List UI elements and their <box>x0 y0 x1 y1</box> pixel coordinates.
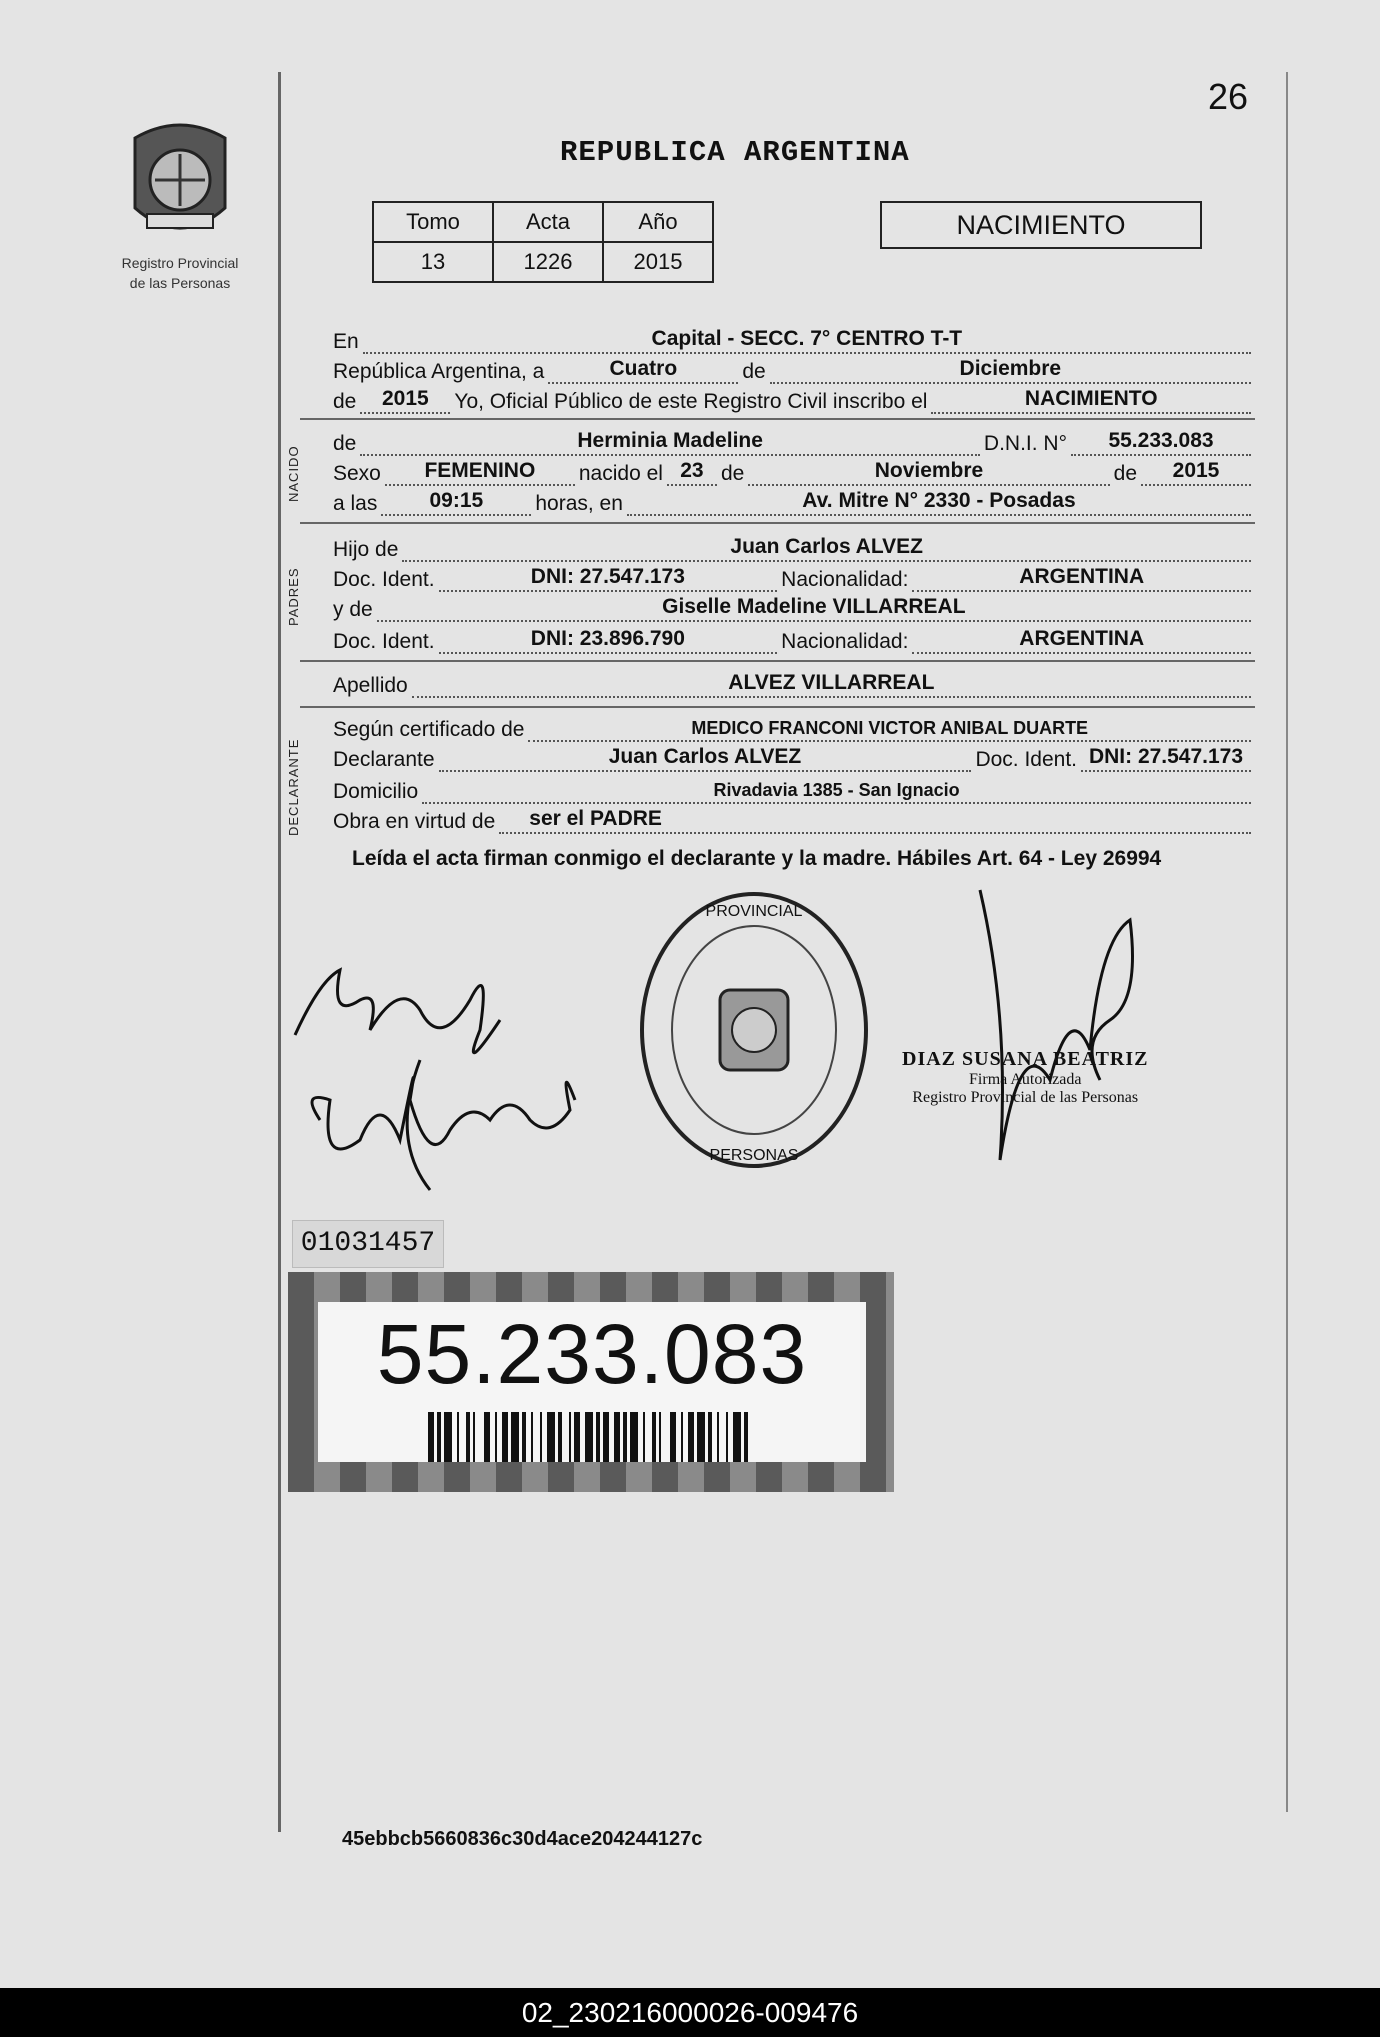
madre-field <box>377 595 1251 622</box>
row-sexo <box>333 460 1255 486</box>
sexo-field <box>385 459 575 486</box>
nac-mes-value: Noviembre <box>874 459 984 482</box>
official-signature-icon <box>960 880 1150 1170</box>
decl-doc-label: Doc. Ident. <box>975 748 1077 771</box>
barcode-bar <box>522 1412 526 1462</box>
anio-value: 2015 <box>382 387 429 410</box>
dni-value: 55.233.083 <box>1108 429 1214 452</box>
barcode-bar <box>659 1412 661 1462</box>
padre-nac-field <box>912 565 1251 592</box>
apellido-field <box>412 671 1251 698</box>
nombre-label: de <box>333 432 357 455</box>
barcode-bar <box>511 1412 519 1462</box>
document-type-box: NACIMIENTO <box>880 201 1202 249</box>
dni-number-large: 55.233.083 <box>376 1307 808 1401</box>
hora-value: 09:15 <box>429 489 484 512</box>
barcode-bar <box>466 1412 470 1462</box>
nac-de-label: de <box>720 462 745 485</box>
horas-en-label: horas, en <box>535 492 623 515</box>
row-madre <box>333 596 1255 622</box>
mes-field <box>770 357 1251 384</box>
dom-label: Domicilio <box>333 780 419 803</box>
section-padres-label: PADRES <box>286 567 301 626</box>
en-value: Capital - SECC. 7° CENTRO T-T <box>651 327 963 350</box>
padre-field <box>402 535 1251 562</box>
barcode-bar <box>585 1412 593 1462</box>
nac-anio-field <box>1141 459 1251 486</box>
padre-nac-label: Nacionalidad: <box>781 568 909 591</box>
right-margin-line <box>1286 72 1288 1812</box>
hora-label: a las <box>333 492 378 515</box>
nacido-label: nacido el <box>578 462 663 485</box>
row-padre <box>333 536 1255 562</box>
barcode-bar <box>733 1412 741 1462</box>
madre-doc-value: DNI: 23.896.790 <box>530 627 685 650</box>
declarant-signature-icon <box>290 940 590 1200</box>
barcode-bar <box>457 1412 459 1462</box>
left-margin-line <box>278 72 281 1832</box>
barcode-bar <box>574 1412 580 1462</box>
padre-doc-field <box>439 565 778 592</box>
cert-field <box>528 718 1251 742</box>
hijo-label: Hijo de <box>333 538 399 561</box>
padre-doc-value: DNI: 27.547.173 <box>530 565 685 588</box>
barcode-bar <box>643 1412 645 1462</box>
barcode-bar <box>681 1412 683 1462</box>
separator-2 <box>300 522 1255 524</box>
barcode-bar <box>502 1412 508 1462</box>
barcode-bar <box>697 1412 705 1462</box>
barcode-bar <box>428 1412 434 1462</box>
nac-de2-label: de <box>1113 462 1137 485</box>
dom-field <box>422 780 1251 804</box>
barcode-bar <box>540 1412 542 1462</box>
document-hash: 45ebbcb5660836c30d4ace204244127c <box>342 1828 703 1850</box>
madre-nac-label: Nacionalidad: <box>781 630 909 653</box>
nombre-value: Herminia Madeline <box>577 429 763 452</box>
lugar-value: Av. Mitre N° 2330 - Posadas <box>802 489 1076 512</box>
row-inscribo <box>333 388 1255 414</box>
legal-text: Leída el acta firman conmigo el declarante y la madre. Hábiles Art. 64 - Ley 26994 <box>352 847 1162 870</box>
barcode-bar <box>603 1412 609 1462</box>
obra-field <box>499 807 1251 834</box>
row-nombre <box>333 430 1255 456</box>
barcode-bar <box>630 1412 638 1462</box>
nac-dia-field <box>667 459 717 486</box>
row-apellido <box>333 672 1255 698</box>
barcode-bar <box>652 1412 656 1462</box>
obra-label: Obra en virtud de <box>333 810 496 833</box>
barcode-bar <box>726 1412 728 1462</box>
acta-header: Acta <box>493 202 603 242</box>
decl-field <box>439 745 972 772</box>
document-title: REPUBLICA ARGENTINA <box>560 136 910 169</box>
nombre-field <box>360 429 980 456</box>
decl-value: Juan Carlos ALVEZ <box>608 745 802 768</box>
row-padre-doc <box>333 566 1255 592</box>
barcode-bar <box>708 1412 712 1462</box>
provincial-seal-icon <box>125 118 235 246</box>
barcode-bar <box>623 1412 627 1462</box>
row-declarante <box>333 746 1255 772</box>
stamp-line2: Firma Autorizada <box>969 1071 1082 1088</box>
row-certificado <box>333 716 1255 742</box>
barcode-bar <box>596 1412 600 1462</box>
barcode-bar <box>547 1412 555 1462</box>
apellido-value: ALVEZ VILLARREAL <box>728 671 935 694</box>
padre-nac-value: ARGENTINA <box>1019 565 1145 588</box>
apellido-label: Apellido <box>333 674 408 697</box>
separator-1 <box>300 418 1255 420</box>
decl-doc-value: DNI: 27.547.173 <box>1088 745 1244 768</box>
official-stamp <box>902 1048 1148 1107</box>
de2-label: de <box>333 390 357 413</box>
page-number: 26 <box>1208 76 1249 117</box>
padre-value: Juan Carlos ALVEZ <box>730 535 923 558</box>
inscribo-value: NACIMIENTO <box>1024 387 1158 410</box>
separator-3 <box>300 660 1255 662</box>
sexo-value: FEMENINO <box>424 459 536 482</box>
row-en <box>333 328 1255 354</box>
barcode-bar <box>558 1412 562 1462</box>
decl-label: Declarante <box>333 748 435 771</box>
svg-text:PROVINCIAL: PROVINCIAL <box>705 903 803 920</box>
madre-nac-value: ARGENTINA <box>1019 627 1145 650</box>
anio-field <box>360 387 450 414</box>
sexo-label: Sexo <box>333 462 381 485</box>
registry-table <box>372 201 714 283</box>
logo-caption-1: Registro Provincial <box>121 255 239 271</box>
madre-value: Giselle Madeline VILLARREAL <box>662 595 966 618</box>
anio-value: 2015 <box>603 242 713 282</box>
svg-text:PERSONAS: PERSONAS <box>709 1147 799 1164</box>
barcode-bar <box>670 1412 676 1462</box>
yde-label: y de <box>333 598 373 621</box>
madre-doc-field <box>439 627 778 654</box>
cert-value: MEDICO FRANCONI VICTOR ANIBAL DUARTE <box>691 718 1089 738</box>
nac-mes-field <box>748 459 1109 486</box>
republica-label: República Argentina, a <box>333 360 545 383</box>
mes-value: Diciembre <box>959 357 1062 380</box>
tomo-value: 13 <box>373 242 493 282</box>
separator-4 <box>300 706 1255 708</box>
row-madre-doc <box>333 628 1255 654</box>
stamp-name: DIAZ SUSANA BEATRIZ <box>902 1048 1149 1070</box>
cert-label: Según certificado de <box>333 718 525 741</box>
stamp-line3: Registro Provincial de las Personas <box>912 1089 1139 1106</box>
barcode-bar <box>437 1412 441 1462</box>
tomo-header: Tomo <box>373 202 493 242</box>
en-field <box>363 327 1251 354</box>
nac-dia-value: 23 <box>680 459 704 482</box>
dni-label: D.N.I. N° <box>983 432 1067 455</box>
barcode-bar <box>495 1412 497 1462</box>
obra-value: ser el PADRE <box>529 807 662 830</box>
padre-doc-label: Doc. Ident. <box>333 568 435 591</box>
row-domicilio <box>333 778 1255 804</box>
barcode-bar <box>744 1412 748 1462</box>
footer-id: 02_230216000026-009476 <box>0 1988 1380 2037</box>
acta-value: 1226 <box>493 242 603 282</box>
inscribo-field <box>931 387 1251 414</box>
official-seal-icon <box>636 880 876 1180</box>
barcode-bar <box>717 1412 719 1462</box>
dni-label-panel <box>318 1302 866 1462</box>
nac-anio-value: 2015 <box>1172 459 1220 482</box>
serial-number: 01031457 <box>292 1220 444 1268</box>
dia-field <box>548 357 738 384</box>
dni-field <box>1071 429 1251 456</box>
hora-field <box>381 489 531 516</box>
decl-doc-field <box>1081 745 1251 772</box>
barcode-bar <box>614 1412 620 1462</box>
dia-value: Cuatro <box>609 357 678 380</box>
inscribo-label: Yo, Oficial Público de este Registro Civil inscribo el <box>454 390 928 413</box>
barcode-bar <box>444 1412 452 1462</box>
barcode-icon <box>426 1412 756 1462</box>
barcode-bar <box>484 1412 490 1462</box>
madre-doc-label: Doc. Ident. <box>333 630 435 653</box>
barcode-bar <box>531 1412 533 1462</box>
section-declarante-label: DECLARANTE <box>286 738 301 836</box>
row-hora <box>333 490 1255 516</box>
de-label: de <box>742 360 766 383</box>
logo-caption-2: de las Personas <box>129 275 231 291</box>
row-fecha <box>333 358 1255 384</box>
barcode-bar <box>688 1412 694 1462</box>
section-nacido-label: NACIDO <box>286 445 301 502</box>
en-label: En <box>333 330 359 353</box>
registry-logo <box>108 118 252 291</box>
row-obra <box>333 808 1255 834</box>
anio-header: Año <box>603 202 713 242</box>
barcode-bar <box>473 1412 475 1462</box>
dni-sticker <box>288 1272 894 1492</box>
dom-value: Rivadavia 1385 - San Ignacio <box>713 780 960 800</box>
lugar-field <box>627 489 1251 516</box>
barcode-bar <box>569 1412 571 1462</box>
madre-nac-field <box>912 627 1251 654</box>
